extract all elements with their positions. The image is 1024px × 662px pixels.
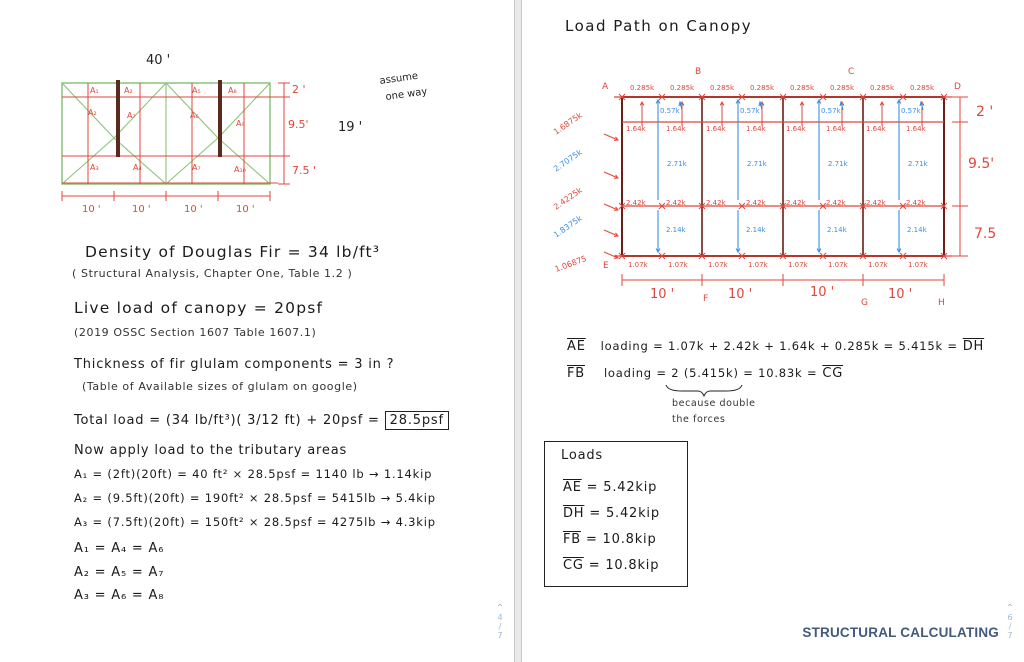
blue-214-label: 2.14k bbox=[907, 226, 927, 234]
blue-214-label: 2.14k bbox=[666, 226, 686, 234]
thickness-line: Thickness of fir glulam components = 3 in ? bbox=[74, 357, 395, 372]
apply-load-line: Now apply load to the tributary areas bbox=[74, 443, 348, 458]
total-load-line bbox=[74, 413, 449, 428]
row-242-label: 2.42k bbox=[626, 199, 646, 207]
beam-right bbox=[218, 80, 222, 157]
dim-right-9-5: 9.5' bbox=[288, 118, 309, 131]
area-label-a1: A₁ bbox=[90, 86, 99, 95]
section-footer-title: STRUCTURAL CALCULATING bbox=[802, 625, 999, 640]
live-load-source: (2019 OSSC Section 1607 Table 1607.1) bbox=[74, 326, 317, 339]
bottom-dim-4: 10 ' bbox=[888, 287, 913, 302]
loads-row-dh bbox=[563, 506, 660, 521]
loads-box-title: Loads bbox=[561, 448, 603, 463]
live-load-line: Live load of canopy = 20psf bbox=[74, 299, 324, 317]
left-val-3: 2.4225k bbox=[551, 185, 584, 212]
area-label-a3: A₃ bbox=[90, 163, 99, 172]
note-one-way: one way bbox=[384, 86, 429, 103]
total-load-result: 28.5psf bbox=[385, 411, 449, 430]
area-a1-calc: A₁ = (2ft)(20ft) = 40 ft² × 28.5psf = 1140 lb → 1.14kip bbox=[74, 467, 433, 481]
row-242-label: 2.42k bbox=[786, 199, 806, 207]
area-label-a5: A₅ bbox=[192, 86, 201, 95]
fb-loading-line bbox=[567, 366, 843, 381]
chevron-up-icon[interactable]: ⌃ bbox=[1005, 603, 1015, 614]
dim-bottom-4: 10 ' bbox=[236, 204, 255, 215]
left-page-nav[interactable] bbox=[494, 604, 506, 640]
row-107-label: 1.07k bbox=[628, 261, 648, 269]
right-dim-9-5: 9.5' bbox=[968, 156, 995, 172]
area-equality-3: A₃ = A₆ = A₈ bbox=[74, 588, 165, 603]
top-load-label: 0.285k bbox=[790, 84, 815, 92]
beam-left bbox=[116, 80, 120, 157]
load-path-diagram bbox=[522, 60, 1002, 310]
bottom-dim-1: 10 ' bbox=[650, 287, 675, 302]
row-107-label: 1.07k bbox=[828, 261, 848, 269]
row-164-label: 1.64k bbox=[786, 125, 806, 133]
area-label-a8: A₈ bbox=[228, 86, 237, 95]
area-label-a2b: A₂ bbox=[88, 108, 97, 117]
blue-271-label: 2.71k bbox=[667, 160, 687, 168]
loads-row-cg bbox=[563, 558, 659, 573]
point-c: C bbox=[848, 67, 855, 77]
row-164-label: 1.64k bbox=[626, 125, 646, 133]
tributary-area-sketch bbox=[40, 50, 440, 215]
row-107-label: 1.07k bbox=[908, 261, 928, 269]
ae-label: $\overline{AE}$ bbox=[567, 339, 586, 354]
note-assume: assume bbox=[378, 70, 419, 87]
blue-271-label: 2.71k bbox=[828, 160, 848, 168]
top-load-label: 0.285k bbox=[870, 84, 895, 92]
blue-057-label: 0.57k bbox=[740, 107, 760, 115]
row-242-label: 2.42k bbox=[746, 199, 766, 207]
density-source: ( Structural Analysis, Chapter One, Table 1.2 ) bbox=[72, 267, 353, 280]
loads-row-value: = 10.8kip bbox=[588, 558, 660, 573]
loads-row-value: = 5.42kip bbox=[589, 506, 660, 521]
dim-bottom-1: 10 ' bbox=[82, 204, 101, 215]
loads-row-value: = 10.8kip bbox=[585, 532, 657, 547]
left-val-2: 2.7075k bbox=[551, 147, 584, 174]
because-note-1: because double bbox=[672, 398, 756, 409]
loads-row-name: $\overline{DH}$ bbox=[563, 506, 585, 521]
area-label-a7b: A₇ bbox=[192, 163, 201, 172]
area-label-a6: A₆ bbox=[190, 111, 199, 120]
row-164-label: 1.64k bbox=[906, 125, 926, 133]
loads-row-ae bbox=[563, 480, 657, 495]
row-164-label: 1.64k bbox=[826, 125, 846, 133]
dim-bottom-2: 10 ' bbox=[132, 204, 151, 215]
row-107-label: 1.07k bbox=[868, 261, 888, 269]
top-load-label: 0.285k bbox=[710, 84, 735, 92]
row-164-label: 1.64k bbox=[706, 125, 726, 133]
row-242-label: 2.42k bbox=[906, 199, 926, 207]
top-load-label: 0.285k bbox=[910, 84, 935, 92]
top-load-label: 0.285k bbox=[750, 84, 775, 92]
dh-label: $\overline{DH}$ bbox=[962, 339, 985, 354]
thickness-source: (Table of Available sizes of glulam on google) bbox=[82, 380, 358, 393]
blue-214-label: 2.14k bbox=[746, 226, 766, 234]
loads-row-name: $\overline{FB}$ bbox=[563, 532, 581, 547]
area-a3-calc: A₃ = (7.5ft)(20ft) = 150ft² × 28.5psf = 4275lb → 4.3kip bbox=[74, 515, 436, 529]
page-num: 4 bbox=[497, 613, 503, 622]
dim-right-2: 2 ' bbox=[292, 83, 306, 96]
area-equality-2: A₂ = A₅ = A₇ bbox=[74, 565, 165, 580]
page-num: 6 bbox=[1007, 613, 1013, 622]
area-label-a10: A₁₀ bbox=[234, 165, 246, 174]
row-107-label: 1.07k bbox=[708, 261, 728, 269]
beam-arrows bbox=[656, 100, 924, 252]
bottom-dim-3: 10 ' bbox=[810, 285, 835, 300]
row-242-label: 2.42k bbox=[866, 199, 886, 207]
fb-loading-expression: loading = 2 (5.415k) = 10.83k = bbox=[603, 366, 818, 380]
loads-row-value: = 5.42kip bbox=[586, 480, 658, 495]
left-val-1: 1.6875k bbox=[551, 110, 584, 137]
row-107-label: 1.07k bbox=[788, 261, 808, 269]
point-e: E bbox=[603, 261, 609, 271]
row-242-label: 2.42k bbox=[826, 199, 846, 207]
row-164-label: 1.64k bbox=[746, 125, 766, 133]
dim-19-label: 19 ' bbox=[338, 120, 363, 135]
point-b: B bbox=[695, 67, 702, 77]
dim-bottom-3: 10 ' bbox=[184, 204, 203, 215]
point-g: G bbox=[861, 298, 868, 308]
blue-057-label: 0.57k bbox=[901, 107, 921, 115]
because-note-2: the forces bbox=[672, 414, 726, 425]
load-arrows bbox=[604, 94, 947, 259]
point-f: F bbox=[703, 294, 709, 304]
right-page-nav[interactable] bbox=[1004, 604, 1016, 640]
bottom-dim-2: 10 ' bbox=[728, 287, 753, 302]
chevron-up-icon[interactable]: ⌃ bbox=[495, 603, 505, 614]
loads-row-name: $\overline{CG}$ bbox=[563, 558, 584, 573]
page-total: 7 bbox=[1007, 631, 1013, 640]
loads-row-fb bbox=[563, 532, 657, 547]
area-label-a4: A₄ bbox=[133, 163, 142, 172]
top-load-label: 0.285k bbox=[670, 84, 695, 92]
row-107-label: 1.07k bbox=[748, 261, 768, 269]
top-load-label: 0.285k bbox=[630, 84, 655, 92]
ae-loading-expression: loading = 1.07k + 2.42k + 1.64k + 0.285k = 5.415k = bbox=[600, 339, 958, 353]
page-total: 7 bbox=[497, 631, 503, 640]
page-sep: / bbox=[1008, 622, 1012, 631]
blue-057-label: 0.57k bbox=[660, 107, 680, 115]
left-val-4: 1.8375k bbox=[551, 213, 584, 240]
brace-mark bbox=[664, 383, 744, 397]
page-sep: / bbox=[498, 622, 502, 631]
total-load-expression: Total load = (34 lb/ft³)( 3/12 ft) + 20psf = bbox=[74, 413, 380, 428]
dim-right-7-5: 7.5 ' bbox=[292, 164, 317, 177]
area-label-a9: A₉ bbox=[236, 119, 245, 128]
point-h: H bbox=[938, 298, 945, 308]
area-a2-calc: A₂ = (9.5ft)(20ft) = 190ft² × 28.5psf = 5415lb → 5.4kip bbox=[74, 491, 436, 505]
loads-summary-box bbox=[544, 441, 688, 587]
page-gutter bbox=[514, 0, 521, 662]
point-a: A bbox=[602, 82, 609, 92]
blue-271-label: 2.71k bbox=[908, 160, 928, 168]
right-page bbox=[521, 0, 1024, 662]
fb-label: $\overline{FB}$ bbox=[567, 366, 585, 381]
left-val-5: 1.06875 bbox=[553, 254, 588, 274]
row-164-label: 1.64k bbox=[666, 125, 686, 133]
area-label-a2: A₂ bbox=[124, 86, 133, 95]
page-title: Load Path on Canopy bbox=[565, 17, 753, 35]
area-label-a7: A₇ bbox=[127, 111, 136, 120]
row-107-label: 1.07k bbox=[668, 261, 688, 269]
cg-label: $\overline{CG}$ bbox=[822, 366, 844, 381]
point-d: D bbox=[954, 82, 961, 92]
top-load-label: 0.285k bbox=[830, 84, 855, 92]
area-equality-1: A₁ = A₄ = A₆ bbox=[74, 541, 165, 556]
row-242-label: 2.42k bbox=[666, 199, 686, 207]
blue-271-label: 2.71k bbox=[747, 160, 767, 168]
dim-top-label: 40 ' bbox=[146, 53, 171, 68]
row-242-label: 2.42k bbox=[706, 199, 726, 207]
right-dim-2: 2 ' bbox=[976, 104, 994, 120]
ae-loading-line bbox=[567, 339, 984, 354]
loads-row-name: $\overline{AE}$ bbox=[563, 480, 582, 495]
blue-057-label: 0.57k bbox=[821, 107, 841, 115]
right-dim-7-5: 7.5 bbox=[974, 226, 997, 242]
blue-214-label: 2.14k bbox=[827, 226, 847, 234]
row-164-label: 1.64k bbox=[866, 125, 886, 133]
density-line: Density of Douglas Fir = 34 lb/ft³ bbox=[85, 243, 381, 261]
